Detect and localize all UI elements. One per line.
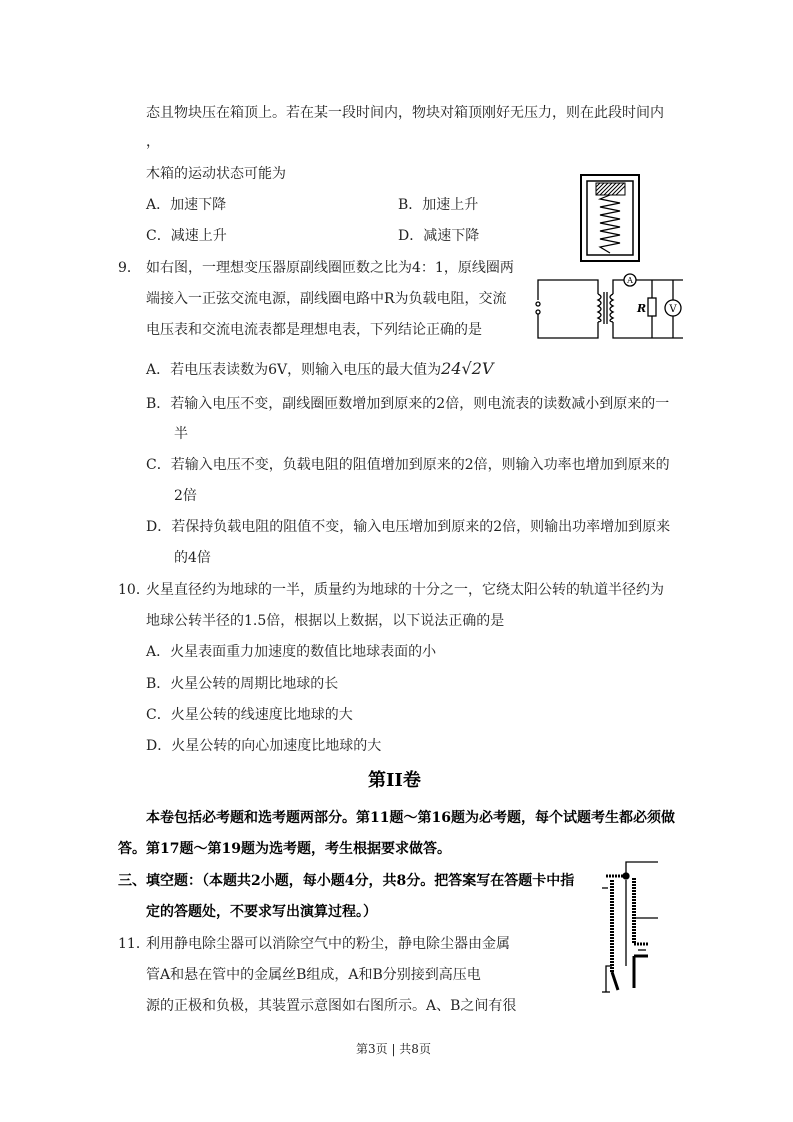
part2-intro-line: 本卷包括必考题和选考题两部分。第11题～第16题为必考题，每个试题考生都必须做 — [146, 810, 675, 826]
q9-number: 9． — [118, 260, 141, 276]
q10-option-d: D．火星公转的向心加速度比地球的大 — [146, 738, 382, 754]
electrostatic-precipitator-figure — [598, 856, 662, 998]
q10-option-a: A．火星表面重力加速度的数值比地球表面的小 — [146, 644, 437, 660]
q9-option-a — [146, 360, 493, 379]
page-footer: 第3页 | 共8页 — [356, 1042, 431, 1056]
q9-option-a-text: A．若电压表读数为6V，则输入电压的最大值为 — [146, 362, 442, 378]
q8-text-line: 木箱的运动状态可能为 — [146, 166, 286, 182]
q10-option-c: C．火星公转的线速度比地球的大 — [146, 707, 353, 723]
ammeter-label: A — [627, 276, 633, 285]
resistor-label: R — [637, 302, 647, 315]
q9-text-line: 电压表和交流电流表都是理想电表，下列结论正确的是 — [146, 322, 482, 338]
q8-text-line: 态且物块压在箱顶上。若在某一段时间内，物块对箱顶刚好无压力，则在此段时间内 — [146, 105, 664, 121]
q8-text-line: ， — [146, 134, 160, 150]
q9-option-b-cont: 半 — [174, 426, 188, 442]
q10-option-b: B．火星公转的周期比地球的长 — [146, 676, 339, 692]
q9-option-d: D．若保持负载电阻的阻值不变，输入电压增加到原来的2倍，则输出功率增加到原来 — [146, 519, 671, 535]
q8-option-d: D．减速下降 — [398, 228, 480, 244]
q10-number: 10． — [118, 582, 150, 598]
q10-text-line: 火星直径约为地球的一半，质量约为地球的十分之一，它绕太阳公转的轨道半径约为 — [146, 582, 664, 598]
q8-option-a: A．加速下降 — [146, 197, 227, 213]
part2-intro-line: 答。第17题～第19题为选考题，考生根据要求做答。 — [118, 841, 451, 857]
q9-text-line: 端接入一正弦交流电源，副线圈电路中R为负载电阻，交流 — [146, 291, 507, 307]
q9-option-b: B．若输入电压不变，副线圈匝数增加到原来的2倍，则电流表的读数减小到原来的一 — [146, 396, 670, 412]
section-heading: 三、填空题：（本题共2小题，每小题4分，共8分。把答案写在答题卡中指 — [118, 873, 575, 889]
q9-text-line: 如右图，一理想变压器原副线圈匝数之比为4：1，原线圈两 — [146, 260, 514, 276]
voltmeter-label: V — [669, 304, 677, 315]
q11-text-line: 管A和悬在管中的金属丝B组成，A和B分别接到高压电 — [146, 967, 481, 983]
q10-text-line: 地球公转半径的1.5倍，根据以上数据，以下说法正确的是 — [146, 613, 505, 629]
spring-box-figure — [580, 174, 640, 262]
q9-option-a-math: 24√2V — [441, 359, 494, 378]
q9-option-c: C．若输入电压不变，负载电阻的阻值增加到原来的2倍，则输入功率也增加到原来的 — [146, 457, 670, 473]
q8-option-c: C．减速上升 — [146, 228, 227, 244]
part2-title: 第II卷 — [368, 770, 421, 791]
q11-number: 11． — [118, 936, 150, 952]
transformer-circuit-figure — [528, 272, 688, 344]
section-heading-cont: 定的答题处，不要求写出演算过程。） — [146, 904, 377, 920]
q11-text-line: 利用静电除尘器可以消除空气中的粉尘，静电除尘器由金属 — [146, 936, 510, 952]
q11-text-line: 源的正极和负极，其装置示意图如右图所示。A、B之间有很 — [146, 998, 517, 1014]
q9-option-d-cont: 的4倍 — [174, 550, 211, 566]
q9-option-c-cont: 2倍 — [174, 488, 197, 504]
q8-option-b: B．加速上升 — [398, 197, 479, 213]
